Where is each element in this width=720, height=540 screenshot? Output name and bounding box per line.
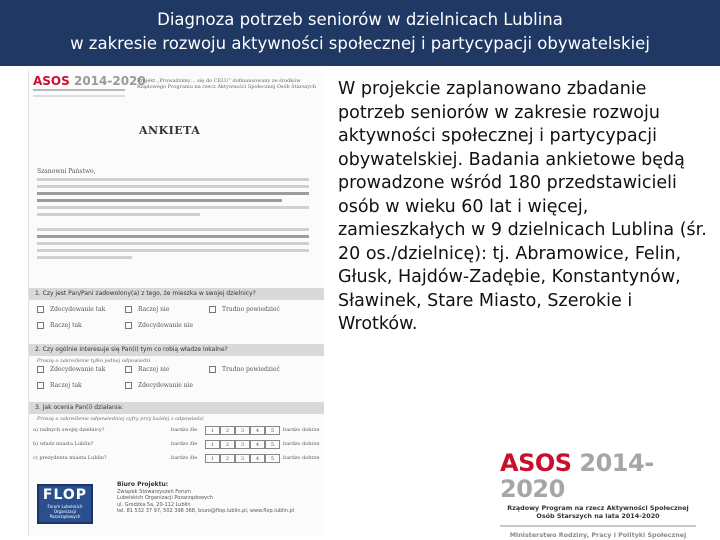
ministry-name: Ministerstwo Rodziny, Pracy i Polityki Społecznej	[509, 531, 687, 539]
survey-q3-row: c) prezydenta miasta Lublin? bardzo źle 1 2 3 4 5 bardzo dobrze	[33, 455, 320, 462]
asos-program-name: Rządowy Program na rzecz Aktywności Społecznej Osób Starszych na lata 2014-2020	[507, 504, 689, 520]
survey-doc-logo-rule	[33, 89, 125, 97]
asos-program-logo	[500, 450, 700, 539]
survey-q2-option: Raczej nie	[125, 366, 169, 373]
survey-q1-option: Trudno powiedzieć	[209, 306, 280, 313]
survey-doc-greeting: Szanowni Państwo,	[37, 168, 96, 175]
asos-logo-divider	[500, 525, 696, 527]
survey-q3-row: b) władz miasta Lublin? bardzo źle 1 2 3 4 5 bardzo dobrze	[33, 441, 320, 448]
survey-q2-option: Zdecydowanie nie	[125, 382, 193, 389]
project-office-info: Biuro Projektu: Związek Stowarzyszeń Forum Lubelskich Organizacji Pozarządowych ul. Grodzka 5a, 20-112 Lublin tel. 81 532 37 97, 502 398 368, biuro@flop.lublin.pl, www.flop.lublin.pl	[117, 481, 295, 514]
survey-q2-option: Zdecydowanie tak	[37, 366, 105, 373]
survey-doc-project-text: Projekt „Prowadzimy… się do CELU” dofinansowany ze środków Rządowego Programu na rzecz Aktywności Społecznej Osób Starszych	[137, 78, 317, 90]
survey-q2-note: Proszę o zakreślenie tylko jednej odpowiedzi	[37, 358, 151, 364]
survey-doc-title: ANKIETA	[139, 124, 201, 137]
slide-title-line1: Diagnoza potrzeb seniorów w dzielnicach Lublina	[157, 10, 563, 29]
survey-doc-header	[29, 70, 324, 118]
survey-q1-option: Zdecydowanie tak	[37, 306, 105, 313]
survey-q2-option: Raczej tak	[37, 382, 82, 389]
survey-doc-years-text: 2014-2020	[73, 74, 146, 88]
survey-q1-option: Raczej nie	[125, 306, 169, 313]
survey-q1-header: 1. Czy jest Pan/Pani zadowolony(a) z tego, że mieszka w swojej dzielnicy?	[29, 288, 324, 300]
survey-doc-asos-text: ASOS	[33, 74, 70, 88]
survey-q3-row: a) radnych swojej dzielnicy? bardzo źle 1 2 3 4 5 bardzo dobrze	[33, 427, 320, 434]
survey-q1-option: Zdecydowanie nie	[125, 322, 193, 329]
slide-title	[0, 0, 720, 66]
intro-paragraph: W projekcie zaplanowano zbadanie potrzeb seniorów w zakresie rozwoju aktywności społecznej i partycypacji obywatelskiej. Badania ankietowe będą prowadzone wśród 180 przedstawicieli osób w wieku 60 lat i więcej, zamieszkałych w 9 dzielnicach Lublina (śr. 20 os./dzielnicę): tj. Abramowice, Felin, Głusk, Hajdów-Zadębie, Konstantynów, Sławinek, Stare Miasto, Szerokie i Wrotków.	[338, 79, 707, 334]
survey-doc-paragraph-2	[37, 228, 309, 263]
survey-q2-option: Trudno powiedzieć	[209, 366, 280, 373]
survey-q3-note: Proszę o zakreślenie odpowiedniej cyfry przy każdej z odpowiedzi	[37, 416, 204, 422]
slide-title-line2: w zakresie rozwoju aktywności społecznej i partycypacji obywatelskiej	[70, 34, 650, 53]
flop-logo: FLOP Forum Lubelskich Organizacji Pozarządowych	[37, 484, 93, 524]
survey-doc-asos-logo	[33, 74, 146, 88]
survey-q2-header: 2. Czy ogólnie interesuje się Pan(i) tym co robią władze lokalne?	[29, 344, 324, 356]
survey-q3-header: 3. Jak ocenia Pan(i) działania:	[29, 402, 324, 414]
asos-logo-wordmark: ASOS 2014-2020	[500, 449, 654, 503]
survey-doc-paragraph-1	[37, 178, 309, 220]
survey-document-image	[28, 70, 324, 536]
survey-q1-option: Raczej tak	[37, 322, 82, 329]
